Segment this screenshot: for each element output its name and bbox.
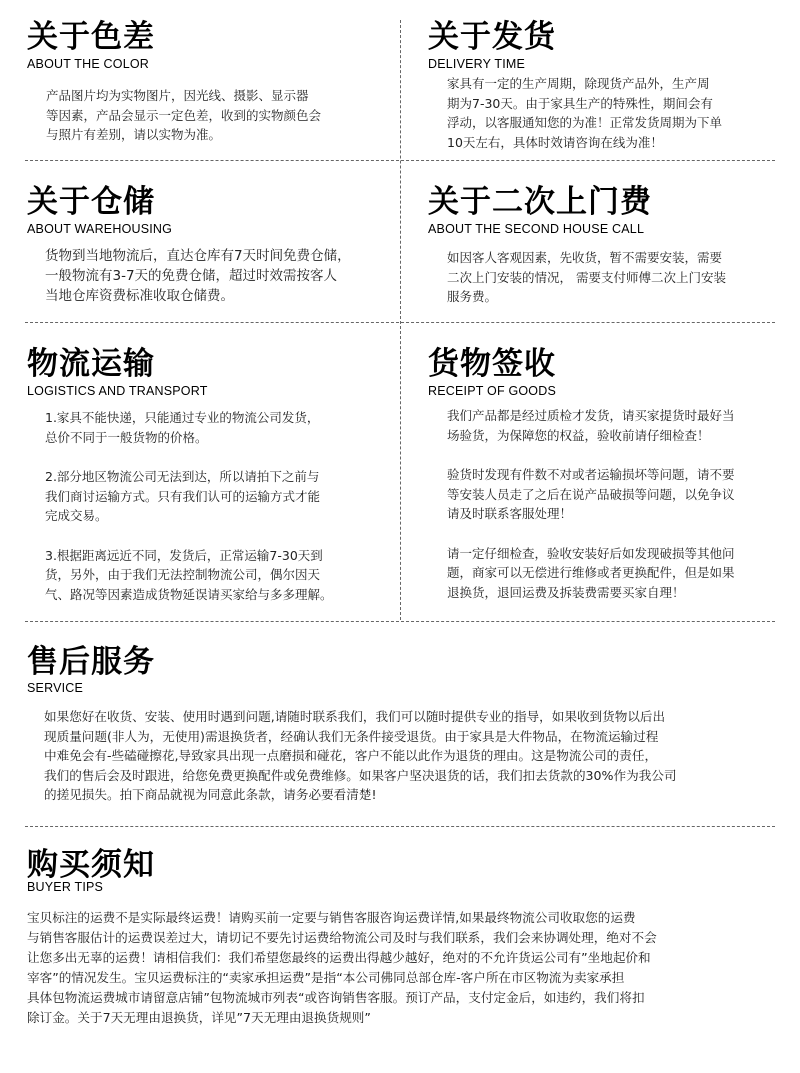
paragraph: 2.部分地区物流公司无法到达，所以请拍下之前与: [45, 469, 320, 484]
paragraph: 我们产品都是经过质检才发货，请买家提货时最好当: [447, 408, 735, 423]
paragraph: 请一定仔细检查，验收安装好后如发现破损等其他问: [447, 545, 735, 561]
section-subtitle: ABOUT THE SECOND HOUSE CALL: [428, 222, 645, 236]
section-body: 如因客人客观因素，先收货，暂不需要安装，需要 二次上门安装的情况， 需要支付师傅二次上门安装 服务费。: [447, 250, 726, 304]
section-receipt-of-goods: [400, 322, 800, 621]
section-title: 关于发货: [428, 19, 556, 55]
section-title: 关于二次上门费: [428, 184, 652, 220]
section-subtitle: ABOUT WAREHOUSING: [27, 222, 173, 236]
paragraph: 验货时发现有件数不对或者运输损坏等问题，请不要: [447, 467, 735, 482]
section-subtitle: LOGISTICS AND TRANSPORT: [27, 384, 208, 398]
section-title: 售后服务: [27, 644, 155, 680]
section-second-house-call: [400, 160, 800, 322]
section-delivery-time: [400, 0, 800, 160]
section-subtitle: RECEIPT OF GOODS: [428, 384, 556, 398]
section-title: 购买须知: [27, 847, 155, 883]
paragraph: 1.家具不能快递，只能通过专业的物流公司发货，: [45, 410, 320, 425]
section-body: 家具有一定的生产周期，除现货产品外，生产周 期为7-30天。由于家具生产的特殊性，期间会有 浮动，以客服通知您的为准！正常发货周期为下单 10天左右，具体时效请咨询在线为准！: [447, 76, 723, 150]
section-title: 关于色差: [27, 19, 155, 55]
section-body: 1.家具不能快递，只能通过专业的物流公司发货， 总价不同于一般货物的价格。 2.部分地区物流公司无法到达，所以请拍下之前与 我们商讨运输方式。只有我们认可的运输方式才能 完成交易。 3.根据距离远近不同，发货后，正常运输7-30天到 货，另外，由于我们无法控制物流公司，偶尔因天 气、路况等因素造成货物延误请买家给与多多理解。: [45, 410, 333, 602]
section-about-color: [0, 0, 400, 160]
section-body: 如果您好在收货、安装、使用时遇到问题,请随时联系我们，我们可以随时提供专业的指导，如果收到货物以后出 现质量问题(非人为，无使用)需退换货者，经确认我们无条件接受退货。由于家具是大件物品，在物流运输过程 中难免会有-些磕碰擦花,导致家具出现一点磨损和碰花，客户不能以此作为退货的理由。这是物流公司的责任， 我们的售后会及时跟进，给您免费更换配件或免费维修。如果客户坚决退货的话，我们扣去货款的30%作为我公司 的搓见损失。拍下商品就视为同意此条款，请务必要看清楚!: [44, 709, 677, 802]
paragraph: 3.根据距离远近不同，发货后，正常运输7-30天到: [45, 547, 323, 563]
section-body: 我们产品都是经过质检才发货，请买家提货时最好当 场验货，为保障您的权益，验收前请仔细检查！ 验货时发现有件数不对或者运输损坏等问题，请不要 等安装人员走了之后在说产品破损等问题，以免争议 请及时联系客服处理！ 请一定仔细检查，验收安装好后如发现破损等其他问 题，商家可以无偿进行维修或者更换配件，但是如果 退换货，退回运费及拆装费需要买家自理！: [447, 408, 735, 600]
section-subtitle: BUYER TIPS: [27, 880, 104, 894]
section-service: [0, 621, 800, 826]
section-subtitle: SERVICE: [27, 681, 84, 695]
section-body: 宝贝标注的运费不是实际最终运费！请购买前一定要与销售客服咨询运费详情,如果最终物流公司收取您的运费 与销售客服估计的运费误差过大，请切记不要先讨运费给物流公司及时与我们联系，我们会来协调处理，绝对不会 让您多出无辜的运费！请相信我们：我们希望您最终的运费出得越少越好，绝对的不允许货运公司有”坐地起价和 宰客”的情况发生。宝贝运费标注的“卖家承担运费”是指“本公司佛同总部仓库-客户所在市区物流为卖家承担 具体包物流运费城市请留意店铺”包物流城市列表“或咨询销售客服。预订产品，支付定金后，如违约，我们将扣 除订金。关于7天无理由退换货，详见”7天无理由退换货规则”: [27, 910, 657, 1025]
section-logistics: [0, 322, 400, 621]
section-body: 产品图片均为实物图片，因光线、摄影、显示器 等因素，产品会显示一定色差，收到的实物颜色会 与照片有差别，请以实物为准。: [46, 88, 322, 142]
section-subtitle: ABOUT THE COLOR: [27, 57, 150, 71]
section-subtitle: DELIVERY TIME: [428, 57, 526, 71]
section-title: 关于仓储: [27, 184, 155, 220]
section-title: 物流运输: [27, 346, 155, 382]
section-buyer-tips: [0, 826, 800, 1073]
section-body: 货物到当地物流后，直达仓库有7天时间免费仓储， 一般物流有3-7天的免费仓储，超过时效需按客人 当地仓库资费标准收取仓储费。: [45, 248, 351, 304]
section-title: 货物签收: [428, 346, 556, 382]
section-warehousing: [0, 160, 400, 322]
